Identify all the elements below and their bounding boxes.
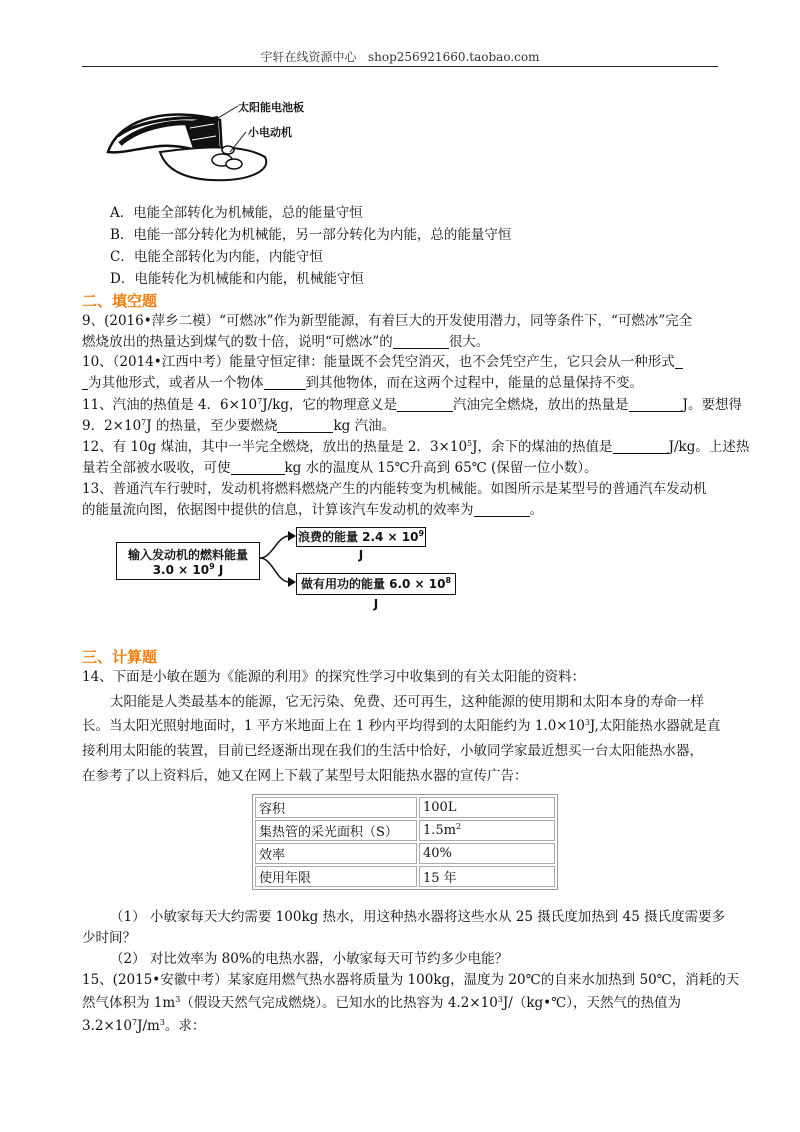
- q11-blank-1[interactable]: [397, 397, 453, 412]
- q11-text-a: 11、汽油的热值是 4．6×10: [82, 397, 258, 413]
- q15-text-b: （假设天然气完成燃烧）。已知水的比热容为 4.2×10: [180, 995, 498, 1011]
- flow-input-exp: 9: [209, 562, 215, 571]
- table-row: [255, 843, 555, 864]
- header-shop: shop256921660.taobao.com: [367, 50, 540, 64]
- q10-text-a: 10、（2014•江西中考）能量守恒定律：能量既不会凭空消灭，也不会凭空产生，它只会从一种形式: [82, 354, 675, 370]
- spec-value-text: 15 年: [423, 871, 457, 886]
- spec-value: [419, 820, 555, 841]
- flow-useful-box: [296, 573, 456, 611]
- flow-input-value-a: 3.0 × 10: [152, 563, 210, 577]
- spec-value-exp: 2: [456, 822, 462, 831]
- q15-exp-b: 3: [497, 995, 503, 1004]
- table-row: [255, 797, 555, 818]
- q11-text-c: 汽油完全燃烧，放出的热量是: [453, 397, 629, 413]
- spec-value-text: 40%: [423, 846, 452, 861]
- energy-flow-arrows: [258, 528, 298, 588]
- q14-p2: [82, 716, 722, 736]
- q14-p4: 在参考了以上资料后，她又在网上下载了某型号太阳能热水器的宣传广告：: [82, 768, 528, 784]
- figure-label-motor: 小电动机: [248, 126, 292, 139]
- flow-input-unit: J: [214, 563, 224, 577]
- spec-key: 使用年限: [255, 866, 417, 887]
- q10-text-c: 到其他物体，而在这两个过程中，能量的总量保持不变。: [305, 375, 643, 391]
- heater-spec-table: [252, 794, 558, 890]
- q15-text-f: 。求：: [164, 1018, 206, 1034]
- q13-blank[interactable]: [474, 502, 530, 517]
- q11-line2: [82, 416, 722, 436]
- q11-text-b: J/kg，它的物理意义是: [262, 397, 398, 413]
- q12-exp: 5: [467, 439, 473, 448]
- q12-text-a: 12、有 10g 煤油，其中一半完全燃烧，放出的热量是 2．3×10: [82, 439, 468, 455]
- q10-blank-2[interactable]: [264, 375, 306, 390]
- q14-sub1-line2: 少时间？: [82, 930, 136, 946]
- q11-blank-3[interactable]: [277, 418, 333, 433]
- q9-text-b: 很大。: [448, 334, 490, 350]
- q15-text-a: 然气体积为 1m: [82, 995, 176, 1011]
- q11-text-e: 9．2×10: [82, 418, 142, 434]
- spec-key: 容积: [255, 797, 417, 818]
- flow-waste-box: [296, 527, 426, 562]
- q15-text-c: J/（kg•℃），天然气的热值为: [502, 995, 681, 1011]
- q15-text-e: J/m: [137, 1018, 160, 1034]
- q12-blank-2[interactable]: [231, 460, 285, 475]
- q14-sub2: （2） 对比效率为 80%的电热水器，小敏家每天可节约多少电能？: [110, 951, 509, 967]
- q9-line1: 9、(2016•萍乡二模）“可燃冰”作为新型能源，有着巨大的开发使用潜力，同等条件下，“可燃冰”完全: [82, 313, 693, 329]
- spec-value: [419, 843, 555, 864]
- section-title-fill-blank: 二、填空题: [82, 292, 158, 310]
- q13-text-b: 。: [529, 502, 543, 518]
- spec-value: [419, 797, 555, 818]
- q14-sub1-line1: （1） 小敏家每天大约需要 100kg 热水，用这种热水器将这些水从 25 摄氏度加热到 45 摄氏度需要多: [110, 909, 726, 925]
- option-b: B．电能一部分转化为机械能，另一部分转化为内能，总的能量守恒: [110, 227, 512, 243]
- table-row: [255, 820, 555, 841]
- q10-line1: [82, 352, 722, 372]
- spec-value: [419, 866, 555, 887]
- q15-text-d: 3.2×10: [82, 1018, 132, 1034]
- section-title-calc: 三、计算题: [82, 648, 158, 666]
- option-a: A．电能全部转化为机械能，总的能量守恒: [110, 205, 363, 221]
- q15-exp-a: 3: [175, 995, 181, 1004]
- q11-text-g: kg 汽油。: [333, 418, 396, 434]
- q12-text-b: J，余下的煤油的热值是: [472, 439, 613, 455]
- flow-useful-b: J: [373, 597, 379, 611]
- q13-line1: 13、普通汽车行驶时，发动机将燃料燃烧产生的内能转变为机械能。如图所示是某型号的普通汽车发动机: [82, 481, 707, 497]
- spec-key: 效率: [255, 843, 417, 864]
- q14-p2-b: J,太阳能热水器就是直: [589, 718, 721, 734]
- q15-line2: [82, 993, 722, 1013]
- flow-waste-a: 浪费的能量 2.4 × 10: [297, 530, 419, 544]
- q10-text-b: 为其他形式，或者从一个物体: [88, 375, 264, 391]
- table-row: [255, 866, 555, 887]
- q13-line2: [82, 500, 722, 520]
- q15-exp-d: 3: [159, 1018, 165, 1027]
- q12-text-e: kg 水的温度从 15℃升高到 65℃ (保留一位小数）。: [284, 460, 598, 476]
- flow-waste-b: J: [358, 548, 364, 562]
- q11-exp2: 7: [141, 418, 147, 427]
- flow-input-label: 输入发动机的燃料能量: [127, 548, 248, 562]
- q11-text-d: J。要想得: [682, 397, 742, 413]
- figure-label-panel: 太阳能电池板: [238, 101, 304, 114]
- q11-blank-2[interactable]: [629, 397, 683, 412]
- q12-blank-1[interactable]: [613, 439, 669, 454]
- q14-p3: 接利用太阳能的装置，目前已经逐渐出现在我们的生活中恰好，小敏同学家最近想买一台太阳能热水器，: [82, 743, 703, 759]
- q15-line1: 15、(2015•安徽中考）某家庭用燃气热水器将质量为 100kg，温度为 20℃的自来水加热到 50℃，消耗的天: [82, 972, 740, 988]
- q12-line2: [82, 458, 722, 478]
- option-c: C．电能全部转化为内能，内能守恒: [110, 249, 323, 265]
- q10-blank-1[interactable]: [675, 354, 683, 369]
- q14-p2-a: 长。当太阳光照射地面时，1 平方米地面上在 1 秒内平均得到的太阳能约为 1.0×10: [82, 718, 585, 734]
- spec-key: 集热管的采光面积（S）: [255, 820, 417, 841]
- flow-useful-exp: 8: [445, 576, 452, 585]
- q14-p2-exp: 3: [584, 718, 590, 727]
- q11-exp1: 7: [257, 397, 263, 406]
- q11-line1: [82, 395, 742, 415]
- q12-text-d: 量若全部被水吸收，可使: [82, 460, 231, 476]
- q12-line1: [82, 437, 750, 457]
- q10-line2: [82, 373, 722, 393]
- flow-waste-exp: 9: [418, 529, 425, 538]
- q15-exp-c: 7: [131, 1018, 138, 1027]
- header-site: 宇轩在线资源中心: [260, 50, 357, 64]
- flow-useful-a: 做有用功的能量 6.0 × 10: [300, 577, 446, 591]
- q14-intro: 14、下面是小敏在题为《能源的利用》的探究性学习中收集到的有关太阳能的资料：: [82, 669, 586, 685]
- spec-value-text: 100L: [423, 800, 457, 815]
- q9-text-a: 燃烧放出的热量达到煤气的数十倍，说明“可燃冰”的: [82, 334, 393, 350]
- page-header: [82, 48, 718, 67]
- q11-text-f: J 的热量，至少要燃烧: [146, 418, 278, 434]
- flow-input-value: [117, 563, 259, 577]
- q9-line2: [82, 332, 722, 352]
- q9-blank[interactable]: [393, 334, 449, 349]
- option-d: D．电能转化为机械能和内能，机械能守恒: [110, 271, 364, 287]
- spec-value-text: 1.5m: [423, 823, 457, 838]
- q12-text-c: J/kg。上述热: [668, 439, 750, 455]
- q15-line3: [82, 1016, 722, 1036]
- q14-p1: 太阳能是人类最基本的能源，它无污染、免费、还可再生，这种能源的使用期和太阳本身的寿命一样: [110, 694, 704, 710]
- q13-text-a: 的能量流向图，依据图中提供的信息，计算该汽车发动机的效率为: [82, 502, 474, 518]
- flow-input-box: [116, 542, 260, 580]
